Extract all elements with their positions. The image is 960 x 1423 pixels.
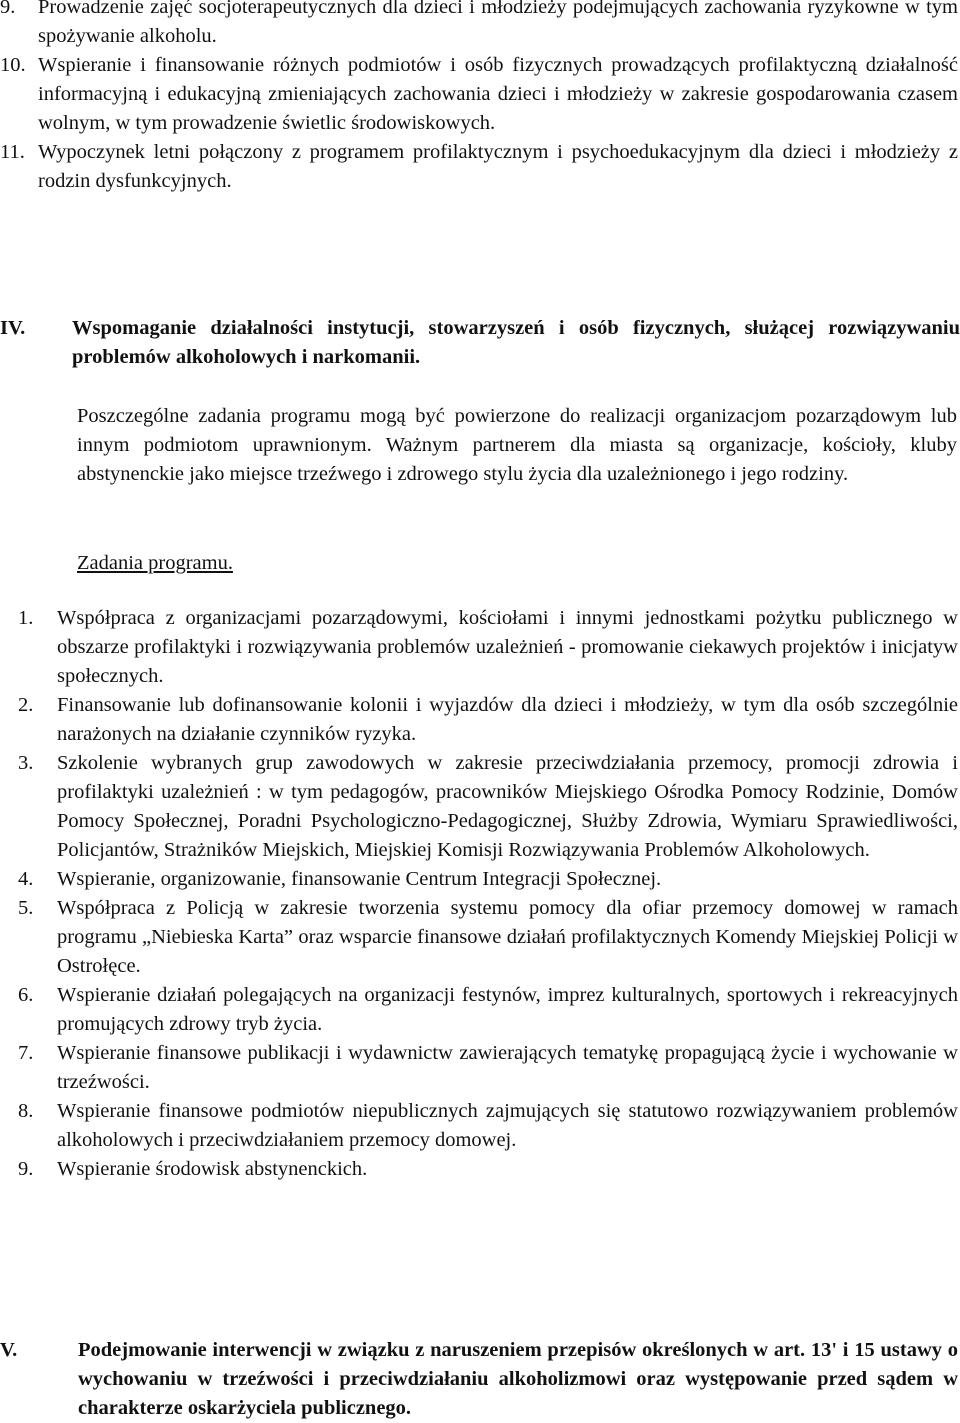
list-item-text: Prowadzenie zajęć socjoterapeutycznych dla dzieci i młodzieży podejmujących zachowania ryzykowne w tym spożywanie alkoholu. <box>38 0 958 47</box>
task-list <box>18 604 958 1184</box>
list-item-text: Wspieranie finansowe publikacji i wydawnictw zawierających tematykę propagującą życie i wychowanie w trzeźwości. <box>57 1042 958 1093</box>
list-item-number: 5. <box>18 897 34 919</box>
list-item-number: 8. <box>18 1100 34 1122</box>
list-item-text: Wspieranie, organizowanie, finansowanie Centrum Integracji Społecznej. <box>57 868 662 890</box>
list-item <box>0 51 960 138</box>
list-item-number: 7. <box>18 1042 34 1064</box>
section-paragraph: Poszczególne zadania programu mogą być powierzone do realizacji organizacjom pozarządowym lub innym podmiotom uprawnionym. Ważnym partnerem dla miasta są organizacje, kościoły, kluby abstynenckie jako miejsce trzeźwego i zdrowego stylu życia dla uzależnionego i jego rodziny. <box>77 405 957 485</box>
list-item-number: 11. <box>0 141 25 163</box>
list-item-number: 2. <box>18 694 34 716</box>
list-item-text: Wspieranie i finansowanie różnych podmiotów i osób fizycznych prowadzących profilaktyczną działalność informacyjną i edukacyjną zmieniających zachowania dzieci i młodzieży w zakresie gospodarowania czasem wolnym, w tym prowadzenie świetlic środowiskowych. <box>38 54 958 134</box>
list-item <box>0 138 960 196</box>
list-item <box>18 749 958 865</box>
list-item-number: 3. <box>18 752 34 774</box>
list-item-text: Finansowanie lub dofinansowanie kolonii i wyjazdów dla dzieci i młodzieży, w tym dla osób szczególnie narażonych na działanie czynników ryzyka. <box>57 694 958 745</box>
list-item-number: 4. <box>18 868 34 890</box>
list-item <box>18 865 958 894</box>
list-item-number: 9. <box>18 1158 34 1180</box>
list-item-number: 10. <box>0 54 26 76</box>
list-item-text: Współpraca z Policją w zakresie tworzenia systemu pomocy dla ofiar przemocy domowej w ramach programu „Niebieska Karta” oraz wsparcie finansowe działań profilaktycznych Komendy Miejskiej Policji w Ostrołęce. <box>57 897 958 977</box>
list-item <box>18 1039 958 1097</box>
list-item-text: Wypoczynek letni połączony z programem profilaktycznym i psychoedukacyjnym dla dzieci i młodzieży z rodzin dysfunkcyjnych. <box>38 141 958 192</box>
list-item-number: 6. <box>18 984 34 1006</box>
continued-list <box>0 0 960 196</box>
list-item <box>18 981 958 1039</box>
list-item <box>18 1155 958 1184</box>
list-item-number: 1. <box>18 607 34 629</box>
list-item <box>0 0 960 51</box>
list-item-text: Szkolenie wybranych grup zawodowych w zakresie przeciwdziałania przemocy, promocji zdrowia i profilaktyki uzależnień : w tym pedagogów, pracowników Miejskiego Ośrodka Pomocy Rodzinie, Domów Pomocy Społecznej, Poradni Psychologiczno-Pedagogicznej, Służby Zdrowia, Wymiaru Sprawiedliwości, Policjantów, Strażników Miejskich, Miejskiej Komisji Rozwiązywania Problemów Alkoholowych. <box>57 752 958 861</box>
subsection-title: Zadania programu. <box>77 552 233 574</box>
list-item <box>18 894 958 981</box>
section-heading: Podejmowanie interwencji w związku z naruszeniem przepisów określonych w art. 13' i 15 ustawy o wychowaniu w trzeźwości i przeciwdziałaniu alkoholizmowi oraz występowanie przed sądem w charakterze oskarżyciela publicznego. <box>78 1339 958 1419</box>
list-item-text: Wspieranie działań polegających na organizacji festynów, imprez kulturalnych, sportowych i rekreacyjnych promujących zdrowy tryb życia. <box>57 984 958 1035</box>
list-item <box>18 604 958 691</box>
section-number: IV. <box>0 317 26 339</box>
list-item <box>18 1097 958 1155</box>
list-item-number: 9. <box>0 0 16 18</box>
section-number: V. <box>0 1339 18 1361</box>
section-heading: Wspomaganie działalności instytucji, stowarzyszeń i osób fizycznych, służącej rozwiązywaniu problemów alkoholowych i narkomanii. <box>72 317 960 368</box>
list-item-text: Wspieranie środowisk abstynenckich. <box>57 1158 368 1180</box>
list-item-text: Współpraca z organizacjami pozarządowymi, kościołami i innymi jednostkami pożytku publicznego w obszarze profilaktyki i rozwiązywania problemów uzależnień - promowanie ciekawych projektów i inicjatyw społecznych. <box>57 607 958 687</box>
list-item-text: Wspieranie finansowe podmiotów niepublicznych zajmujących się statutowo rozwiązywaniem problemów alkoholowych i przeciwdziałaniem przemocy domowej. <box>57 1100 958 1151</box>
list-item <box>18 691 958 749</box>
